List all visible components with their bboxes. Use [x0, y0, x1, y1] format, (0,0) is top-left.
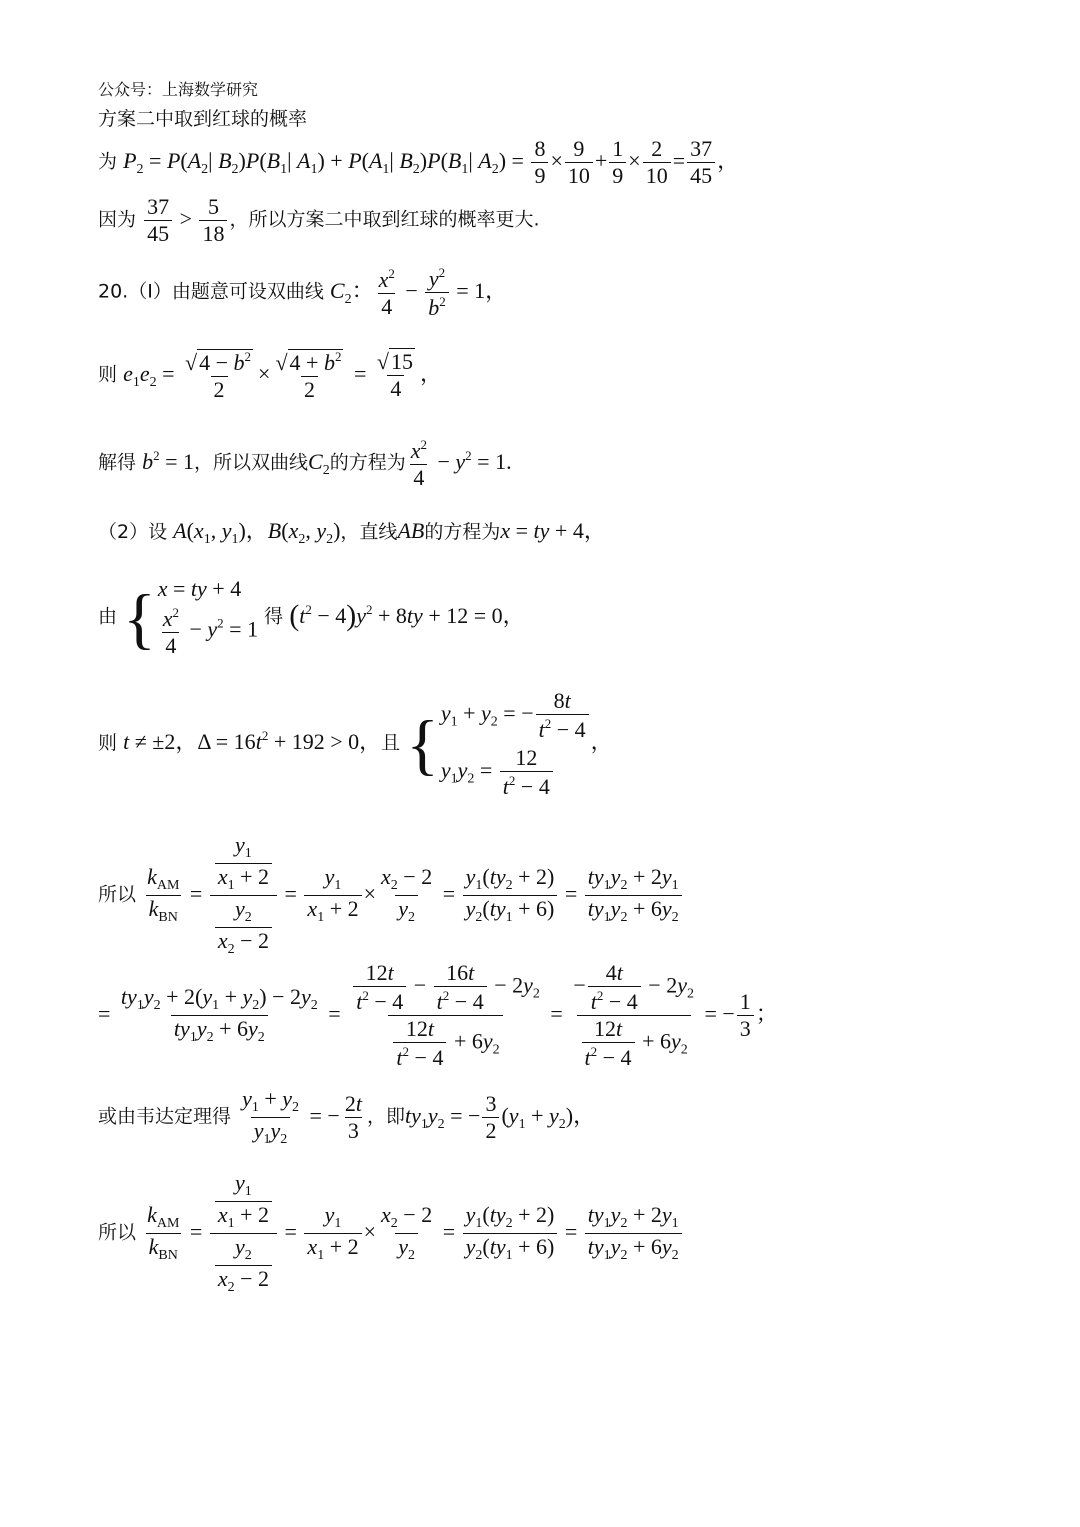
formula-line-vieta-alt: 或由韦达定理得 $\frac{y_1 + y_2}{y_1y_2}$ = − $\frac{2t}{3}$ ，即$ty_1y_2$ = − $\frac{3}{2}$ $(y_1 + y_2)$，	[98, 1086, 596, 1147]
fraction: $\frac{1}{9}$	[609, 138, 626, 187]
formula-line-p2: 为 $P_2 = P(A_2|$ $B_2)P(B_1|$ $A_1) + P(A_1|$ $B_2)P(B_1|$ $A_2$) = $\frac{8}{9}$ × $\frac{9}{10}$ + $\frac{1}{9}$ × $\frac{2}{10}$ = $\frac{37}{45}$ ，	[98, 136, 740, 188]
formula-line-ratio-2: = $\frac{ty_1y_2 + 2(y_1 + y_2) - 2y_2}{ty_1y_2 + 6y_2}$ = $\frac{12t}{t^2 - 4}$ − $\frac{16t}{t^2 - 4}$ − $2y_2$ $\frac{12t}{t^2 - 4}$ + $6y_2$ = − $\frac{4t}{t^2 - 4}$ − $2y_2$ $\frac{12t}{t^2 - 4}$ + $6y_2$ = − $\frac{1}{3}$ ；	[98, 960, 778, 1070]
fraction: $\frac{37}{45}$	[687, 138, 715, 187]
formula-line-b2: 解得 $b^2 = 1$，所以双曲线$C_2$的方程为 $\frac{x^2}{4}$ − $y^2 = 1$.	[98, 437, 512, 490]
fraction: $\frac{8}{9}$	[531, 138, 548, 187]
formula-line-20-1: 20.（I）由题意可设双曲线 $C_2$： $\frac{x^2}{4}$ − $\frac{y^2}{b^2}$ = 1，	[98, 265, 508, 320]
fraction: $\frac{2}{10}$	[643, 138, 671, 187]
formula-line-ratio-1: 所以 $\frac{k_{AM}}{k_{BN}}$ = $\frac{\frac{y_1}{x_1 + 2}}{\frac{y_2}{x_2 - 2}}$ = $\frac{y_1}{x_1 + 2}$ × $\frac{x_2 - 2}{y_2}$ = $\frac{y_1(ty_2 + 2)}{y_2(ty_1 + 6)}$ = $\frac{ty_1y_2 + 2y_1}{ty_1y_2 + 6y_2}$	[98, 834, 684, 957]
formula-line-20-2: （2）设 $A(x_1$, $y_1$)，$B(x_2$, $y_2$)，直线AB的方程为x = ty + 4，	[98, 518, 606, 547]
formula-line-compare: 因为 $\frac{37}{45}$ > $\frac{5}{18}$ ，所以方案二中取到红球的概率更大.	[98, 194, 540, 246]
formula-line-e1e2: 则 $e_1e_2$ = $\frac{√4 - b^2}{2}$ × $\frac{√4 + b^2}{2}$ = $\frac{√15}{4}$ ，	[98, 349, 442, 402]
fraction: $\frac{9}{10}$	[565, 138, 593, 187]
text-line-1: 方案二中取到红球的概率	[98, 108, 308, 130]
source-header: 公众号：上海数学研究	[98, 80, 259, 99]
formula-line-system: 由 { x = ty + 4 $\frac{x^2}{4}$ − $y^2 = 1$ 得 $(t^2 - 4)y^2 + 8ty + 12 = 0$，	[98, 576, 525, 658]
formula-line-vieta: 则 t ≠ ±2，$\Delta = 16t^2 + 192 > 0$，且 { $y_1 + y_2$ = − $\frac{8t}{t^2 - 4}$ $y_1y_2$ = $\frac{12}{t^2 - 4}$ ，	[98, 688, 613, 799]
formula-line-ratio-3: 所以 $\frac{k_{AM}}{k_{BN}}$ = $\frac{\frac{y_1}{x_1 + 2}}{\frac{y_2}{x_2 - 2}}$ = $\frac{y_1}{x_1 + 2}$ × $\frac{x_2 - 2}{y_2}$ = $\frac{y_1(ty_2 + 2)}{y_2(ty_1 + 6)}$ = $\frac{ty_1y_2 + 2y_1}{ty_1y_2 + 6y_2}$	[98, 1172, 684, 1295]
